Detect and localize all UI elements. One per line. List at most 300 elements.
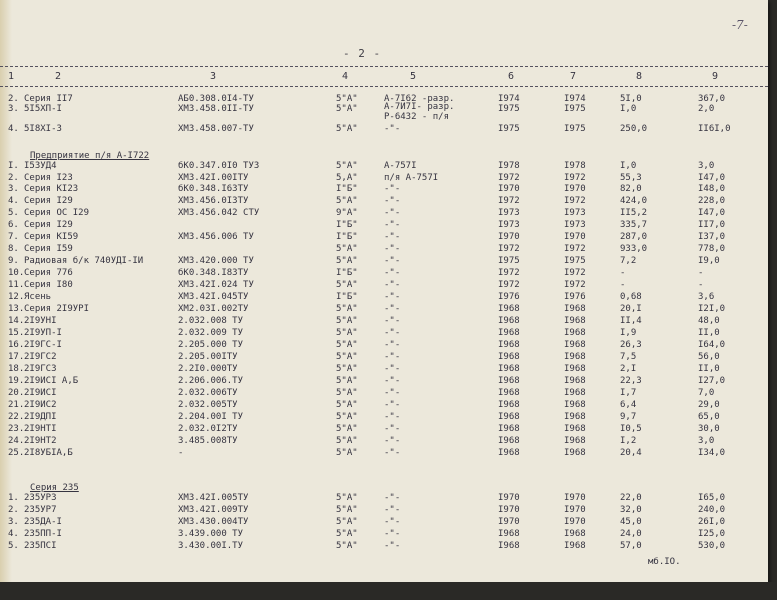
note-cell: -"- — [384, 268, 401, 278]
column-header: 3 — [210, 71, 217, 82]
year-start-cell: I968 — [498, 541, 520, 551]
value-b-cell: 3,6 — [698, 292, 715, 302]
year-start-cell: I972 — [498, 268, 520, 278]
value-b-cell: I25,0 — [698, 529, 726, 539]
value-a-cell: 7,2 — [620, 256, 637, 266]
tech-doc-cell: бК0.348.I83ТУ — [178, 268, 249, 278]
year-end-cell: I973 — [564, 220, 586, 230]
note-cell: -"- — [384, 388, 401, 398]
acceptance-cell: 5"А" — [336, 244, 358, 254]
acceptance-cell: 5,А" — [336, 173, 358, 183]
value-b-cell: II,0 — [698, 364, 720, 374]
year-start-cell: I972 — [498, 280, 520, 290]
value-a-cell: 22,3 — [620, 376, 642, 386]
item-name-cell: Серия КI23 — [24, 184, 79, 194]
row-number-cell: 25. — [8, 448, 25, 458]
note-cell: -"- — [384, 196, 401, 206]
year-start-cell: I974 — [498, 94, 520, 104]
value-b-cell: I65,0 — [698, 493, 726, 503]
item-name-cell: 2I9ИСI — [24, 388, 57, 398]
tech-doc-cell: бК0.347.0I0 ТУ3 — [178, 161, 260, 171]
year-start-cell: I968 — [498, 352, 520, 362]
row-number-cell: 8. — [8, 244, 19, 254]
row-number-cell: 5. — [8, 208, 19, 218]
acceptance-cell: 5"А" — [336, 340, 358, 350]
acceptance-cell: 5"А" — [336, 529, 358, 539]
value-a-cell: 57,0 — [620, 541, 642, 551]
note-cell: -"- — [384, 436, 401, 446]
note-cell: -"- — [384, 400, 401, 410]
item-name-cell: Серия 776 — [24, 268, 73, 278]
tech-doc-cell: - — [178, 448, 184, 458]
value-a-cell: 335,7 — [620, 220, 648, 230]
item-name-cell: 2I9НТ2 — [24, 436, 57, 446]
tech-doc-cell: ХМ3.458.0II-ТУ — [178, 104, 254, 114]
scan-background-strip — [0, 582, 777, 600]
tech-doc-cell: 3.430.00I.ТУ — [178, 541, 244, 551]
year-end-cell: I968 — [564, 352, 586, 362]
value-b-cell: 26I,0 — [698, 517, 726, 527]
year-start-cell: I968 — [498, 448, 520, 458]
row-number-cell: 23. — [8, 424, 25, 434]
acceptance-cell: I"Б" — [336, 268, 358, 278]
value-a-cell: I,2 — [620, 436, 637, 446]
acceptance-cell: 5"А" — [336, 94, 358, 104]
item-name-cell: I53УД4 — [24, 161, 57, 171]
year-end-cell: I972 — [564, 280, 586, 290]
row-number-cell: 1. — [8, 493, 19, 503]
value-a-cell: 7,5 — [620, 352, 637, 362]
row-number-cell: 3. — [8, 184, 19, 194]
note-cell: А-757I — [384, 161, 417, 171]
column-header: 7 — [570, 71, 577, 82]
item-name-cell: Радиовая б/к 740УДI-IИ — [24, 256, 144, 266]
note-cell: А-7I62 -разр. — [384, 94, 455, 104]
year-start-cell: I970 — [498, 232, 520, 242]
acceptance-cell: 5"А" — [336, 104, 358, 114]
value-b-cell: I47,0 — [698, 208, 726, 218]
item-name-cell: 2I9ГС2 — [24, 352, 57, 362]
item-name-cell: 2I9ИСI А,Б — [24, 376, 79, 386]
year-start-cell: I968 — [498, 400, 520, 410]
year-start-cell: I972 — [498, 173, 520, 183]
note-cell: -"- — [384, 517, 401, 527]
year-end-cell: I968 — [564, 448, 586, 458]
acceptance-cell: 5"А" — [336, 304, 358, 314]
value-b-cell: 3,0 — [698, 436, 715, 446]
tech-doc-cell: ХМ3.42I.045ТУ — [178, 292, 249, 302]
year-end-cell: I972 — [564, 173, 586, 183]
acceptance-cell: 5"А" — [336, 256, 358, 266]
item-name-cell: Ясень — [24, 292, 52, 302]
year-end-cell: I968 — [564, 412, 586, 422]
item-name-cell: 2I9ИС2 — [24, 400, 57, 410]
row-number-cell: 3. — [8, 517, 19, 527]
row-number-cell: 15. — [8, 328, 25, 338]
item-name-cell: Серия КI59 — [24, 232, 79, 242]
acceptance-cell: 5"А" — [336, 424, 358, 434]
tech-doc-cell: ХМ3.42I.00IТУ — [178, 173, 249, 183]
year-end-cell: I970 — [564, 493, 586, 503]
year-end-cell: I975 — [564, 124, 586, 134]
value-a-cell: 45,0 — [620, 517, 642, 527]
year-end-cell: I970 — [564, 232, 586, 242]
acceptance-cell: 5"А" — [336, 376, 358, 386]
value-a-cell: 933,0 — [620, 244, 648, 254]
note-cell: -"- — [384, 292, 401, 302]
item-name-cell: Серия I29 — [24, 196, 73, 206]
acceptance-cell: 5"А" — [336, 364, 358, 374]
value-b-cell: - — [698, 268, 704, 278]
value-b-cell: I27,0 — [698, 376, 726, 386]
value-a-cell: - — [620, 268, 626, 278]
tech-doc-cell: 2.204.00I ТУ — [178, 412, 244, 422]
item-name-cell: Серия I29 — [24, 220, 73, 230]
value-a-cell: 20,4 — [620, 448, 642, 458]
row-number-cell: 18. — [8, 364, 25, 374]
column-header: 9 — [712, 71, 719, 82]
year-start-cell: I975 — [498, 124, 520, 134]
value-a-cell: 32,0 — [620, 505, 642, 515]
value-b-cell: II7,0 — [698, 220, 726, 230]
acceptance-cell: 5"А" — [336, 541, 358, 551]
value-a-cell: I0,5 — [620, 424, 642, 434]
row-number-cell: 13. — [8, 304, 25, 314]
tech-doc-cell: ХМ3.456.006 ТУ — [178, 232, 254, 242]
item-name-cell: 235ПП-I — [24, 529, 62, 539]
acceptance-cell: 5"А" — [336, 505, 358, 515]
row-number-cell: 2. — [8, 505, 19, 515]
year-end-cell: I968 — [564, 388, 586, 398]
year-start-cell: I968 — [498, 328, 520, 338]
acceptance-cell: 5"А" — [336, 493, 358, 503]
value-a-cell: 22,0 — [620, 493, 642, 503]
year-start-cell: I968 — [498, 316, 520, 326]
year-start-cell: I973 — [498, 208, 520, 218]
column-header: 1 — [8, 71, 15, 82]
acceptance-cell: I"Б" — [336, 220, 358, 230]
section-heading: Предприятие п/я А-I722 — [30, 151, 150, 161]
tech-doc-cell: ХМ2.03I.002ТУ — [178, 304, 249, 314]
year-end-cell: I968 — [564, 400, 586, 410]
year-end-cell: I968 — [564, 364, 586, 374]
year-start-cell: I968 — [498, 412, 520, 422]
note-cell: -"- — [384, 448, 401, 458]
acceptance-cell: 5"А" — [336, 328, 358, 338]
column-header: 2 — [55, 71, 62, 82]
row-number-cell: 24. — [8, 436, 25, 446]
row-number-cell: 10. — [8, 268, 25, 278]
note-cell: -"- — [384, 184, 401, 194]
acceptance-cell: 5"А" — [336, 448, 358, 458]
note-cell: А-7И7I- разр. Р-6432 - п/я — [384, 102, 455, 122]
acceptance-cell: 5"А" — [336, 124, 358, 134]
tech-doc-cell: 2.032.008 ТУ — [178, 316, 244, 326]
note-cell: -"- — [384, 256, 401, 266]
value-b-cell: II6I,0 — [698, 124, 731, 134]
value-b-cell: 778,0 — [698, 244, 726, 254]
tech-doc-cell: 2.032.009 ТУ — [178, 328, 244, 338]
year-end-cell: I968 — [564, 328, 586, 338]
acceptance-cell: 9"А" — [336, 208, 358, 218]
value-a-cell: 5I,0 — [620, 94, 642, 104]
value-b-cell: 228,0 — [698, 196, 726, 206]
note-cell: -"- — [384, 316, 401, 326]
note-cell: -"- — [384, 541, 401, 551]
acceptance-cell: 5"А" — [336, 517, 358, 527]
note-cell: -"- — [384, 352, 401, 362]
acceptance-cell: 5"А" — [336, 196, 358, 206]
row-number-cell: 17. — [8, 352, 25, 362]
note-cell: п/я А-757I — [384, 173, 439, 183]
item-name-cell: 235ПСI — [24, 541, 57, 551]
value-a-cell: II5,2 — [620, 208, 648, 218]
item-name-cell: 2I9ГС3 — [24, 364, 57, 374]
year-end-cell: I970 — [564, 505, 586, 515]
row-number-cell: 2. — [8, 94, 19, 104]
column-header: 8 — [636, 71, 643, 82]
value-b-cell: 56,0 — [698, 352, 720, 362]
acceptance-cell: 5"А" — [336, 280, 358, 290]
year-end-cell: I968 — [564, 529, 586, 539]
note-cell: -"- — [384, 340, 401, 350]
year-start-cell: I975 — [498, 104, 520, 114]
value-b-cell: 30,0 — [698, 424, 720, 434]
row-number-cell: 20. — [8, 388, 25, 398]
year-end-cell: I968 — [564, 304, 586, 314]
year-start-cell: I976 — [498, 292, 520, 302]
section-heading: Серия 235 — [30, 483, 79, 493]
acceptance-cell: 5"А" — [336, 316, 358, 326]
page-number: - 2 - — [343, 47, 382, 60]
note-cell: -"- — [384, 328, 401, 338]
value-a-cell: 9,7 — [620, 412, 637, 422]
year-end-cell: I972 — [564, 268, 586, 278]
year-end-cell: I975 — [564, 104, 586, 114]
value-a-cell: I,9 — [620, 328, 637, 338]
note-cell: -"- — [384, 529, 401, 539]
row-number-cell: 14. — [8, 316, 25, 326]
corner-page-mark: -7- — [732, 18, 748, 32]
year-start-cell: I968 — [498, 424, 520, 434]
year-end-cell: I968 — [564, 424, 586, 434]
row-number-cell: 4. — [8, 196, 19, 206]
year-start-cell: I970 — [498, 517, 520, 527]
note-cell: -"- — [384, 208, 401, 218]
row-number-cell: 3. — [8, 104, 19, 114]
year-start-cell: I972 — [498, 196, 520, 206]
value-a-cell: 2,I — [620, 364, 637, 374]
row-number-cell: 11. — [8, 280, 25, 290]
value-b-cell: I9,0 — [698, 256, 720, 266]
value-b-cell: 29,0 — [698, 400, 720, 410]
note-cell: -"- — [384, 280, 401, 290]
year-start-cell: I970 — [498, 493, 520, 503]
item-name-cell: 5I5ХП-I — [24, 104, 62, 114]
year-end-cell: I973 — [564, 208, 586, 218]
item-name-cell: 235УР7 — [24, 505, 57, 515]
row-number-cell: I. — [8, 161, 19, 171]
value-b-cell: 240,0 — [698, 505, 726, 515]
value-a-cell: I,0 — [620, 161, 637, 171]
item-name-cell: Серия I59 — [24, 244, 73, 254]
note-cell: -"- — [384, 424, 401, 434]
tech-doc-cell: 2.032.006ТУ — [178, 388, 238, 398]
value-a-cell: 26,3 — [620, 340, 642, 350]
year-start-cell: I973 — [498, 220, 520, 230]
year-start-cell: I970 — [498, 184, 520, 194]
row-number-cell: 4. — [8, 124, 19, 134]
acceptance-cell: 5"А" — [336, 388, 358, 398]
item-name-cell: Серия I80 — [24, 280, 73, 290]
value-b-cell: I48,0 — [698, 184, 726, 194]
row-number-cell: 5. — [8, 541, 19, 551]
tech-doc-cell: ХМ3.42I.024 ТУ — [178, 280, 254, 290]
value-a-cell: 287,0 — [620, 232, 648, 242]
value-b-cell: 367,0 — [698, 94, 726, 104]
value-b-cell: I34,0 — [698, 448, 726, 458]
value-b-cell: 530,0 — [698, 541, 726, 551]
row-number-cell: 22. — [8, 412, 25, 422]
note-cell: -"- — [384, 220, 401, 230]
acceptance-cell: 5"А" — [336, 352, 358, 362]
note-cell: -"- — [384, 304, 401, 314]
row-number-cell: 2. — [8, 173, 19, 183]
value-b-cell: 3,0 — [698, 161, 715, 171]
item-name-cell: 5I8ХI-3 — [24, 124, 62, 134]
year-end-cell: I968 — [564, 541, 586, 551]
item-name-cell: 2I9УНI — [24, 316, 57, 326]
note-cell: -"- — [384, 124, 401, 134]
year-end-cell: I974 — [564, 94, 586, 104]
note-cell: -"- — [384, 505, 401, 515]
value-a-cell: 250,0 — [620, 124, 648, 134]
item-name-cell: 2I9ДПI — [24, 412, 57, 422]
header-rule-top — [0, 66, 768, 67]
item-name-cell: 235УР3 — [24, 493, 57, 503]
tech-doc-cell: бК0.348.I63ТУ — [178, 184, 249, 194]
value-b-cell: I47,0 — [698, 173, 726, 183]
row-number-cell: 16. — [8, 340, 25, 350]
note-cell: -"- — [384, 244, 401, 254]
tech-doc-cell: 2.032.0I2ТУ — [178, 424, 238, 434]
item-name-cell: Серия I23 — [24, 173, 73, 183]
note-cell: -"- — [384, 376, 401, 386]
note-cell: -"- — [384, 364, 401, 374]
row-number-cell: 7. — [8, 232, 19, 242]
year-end-cell: I972 — [564, 244, 586, 254]
tech-doc-cell: АБ0.308.0I4-ТУ — [178, 94, 254, 104]
value-a-cell: 6,4 — [620, 400, 637, 410]
value-b-cell: 65,0 — [698, 412, 720, 422]
row-number-cell: 4. — [8, 529, 19, 539]
value-b-cell: I64,0 — [698, 340, 726, 350]
column-header: 4 — [342, 71, 349, 82]
tech-doc-cell: ХМ3.456.042 СТУ — [178, 208, 260, 218]
value-b-cell: I37,0 — [698, 232, 726, 242]
tech-doc-cell: ХМ3.42I.005ТУ — [178, 493, 249, 503]
value-b-cell: 48,0 — [698, 316, 720, 326]
tech-doc-cell: 2.205.000 ТУ — [178, 340, 244, 350]
year-start-cell: I968 — [498, 436, 520, 446]
tech-doc-cell: 2.032.005ТУ — [178, 400, 238, 410]
item-name-cell: 2I9ГС-I — [24, 340, 62, 350]
tech-doc-cell: ХМ3.42I.009ТУ — [178, 505, 249, 515]
tech-doc-cell: 2.205.00IТУ — [178, 352, 238, 362]
note-cell: -"- — [384, 493, 401, 503]
column-header: 6 — [508, 71, 515, 82]
header-rule-bottom — [0, 86, 768, 87]
value-b-cell: - — [698, 280, 704, 290]
value-a-cell: 55,3 — [620, 173, 642, 183]
tech-doc-cell: ХМ3.420.000 ТУ — [178, 256, 254, 266]
year-end-cell: I976 — [564, 292, 586, 302]
acceptance-cell: I"Б" — [336, 292, 358, 302]
year-start-cell: I978 — [498, 161, 520, 171]
tech-doc-cell: 2.2I0.000ТУ — [178, 364, 238, 374]
value-a-cell: 424,0 — [620, 196, 648, 206]
value-a-cell: 20,I — [620, 304, 642, 314]
tech-doc-cell: ХМ3.430.004ТУ — [178, 517, 249, 527]
item-name-cell: Серия ОС I29 — [24, 208, 90, 218]
value-b-cell: 7,0 — [698, 388, 715, 398]
year-end-cell: I970 — [564, 517, 586, 527]
acceptance-cell: 5"А" — [336, 161, 358, 171]
value-a-cell: I,7 — [620, 388, 637, 398]
tech-doc-cell: ХМ3.456.0I3ТУ — [178, 196, 249, 206]
row-number-cell: 12. — [8, 292, 25, 302]
year-start-cell: I968 — [498, 340, 520, 350]
value-a-cell: 0,68 — [620, 292, 642, 302]
acceptance-cell: I"Б" — [336, 184, 358, 194]
note-cell: -"- — [384, 232, 401, 242]
tech-doc-cell: ХМ3.458.007-ТУ — [178, 124, 254, 134]
acceptance-cell: 5"А" — [336, 400, 358, 410]
item-name-cell: 2I9УП-I — [24, 328, 62, 338]
acceptance-cell: 5"А" — [336, 436, 358, 446]
year-end-cell: I970 — [564, 184, 586, 194]
tech-doc-cell: 3.439.000 ТУ — [178, 529, 244, 539]
value-a-cell: 24,0 — [620, 529, 642, 539]
note-cell: -"- — [384, 412, 401, 422]
year-end-cell: I968 — [564, 436, 586, 446]
value-a-cell: 82,0 — [620, 184, 642, 194]
item-name-cell: 2I9НТI — [24, 424, 57, 434]
value-a-cell: - — [620, 280, 626, 290]
year-start-cell: I968 — [498, 388, 520, 398]
year-end-cell: I968 — [564, 376, 586, 386]
row-number-cell: 9. — [8, 256, 19, 266]
year-start-cell: I972 — [498, 244, 520, 254]
year-start-cell: I968 — [498, 364, 520, 374]
value-b-cell: 2,0 — [698, 104, 715, 114]
footer-stamp: мб.IO. — [648, 557, 681, 567]
year-start-cell: I968 — [498, 529, 520, 539]
acceptance-cell: I"Б" — [336, 232, 358, 242]
value-b-cell: I2I,0 — [698, 304, 726, 314]
item-name-cell: Серия II7 — [24, 94, 73, 104]
value-a-cell: I,0 — [620, 104, 637, 114]
year-end-cell: I968 — [564, 340, 586, 350]
year-start-cell: I970 — [498, 505, 520, 515]
value-b-cell: II,0 — [698, 328, 720, 338]
year-end-cell: I972 — [564, 196, 586, 206]
year-start-cell: I975 — [498, 256, 520, 266]
year-end-cell: I975 — [564, 256, 586, 266]
column-header: 5 — [410, 71, 417, 82]
year-start-cell: I968 — [498, 376, 520, 386]
tech-doc-cell: 2.206.006.ТУ — [178, 376, 244, 386]
